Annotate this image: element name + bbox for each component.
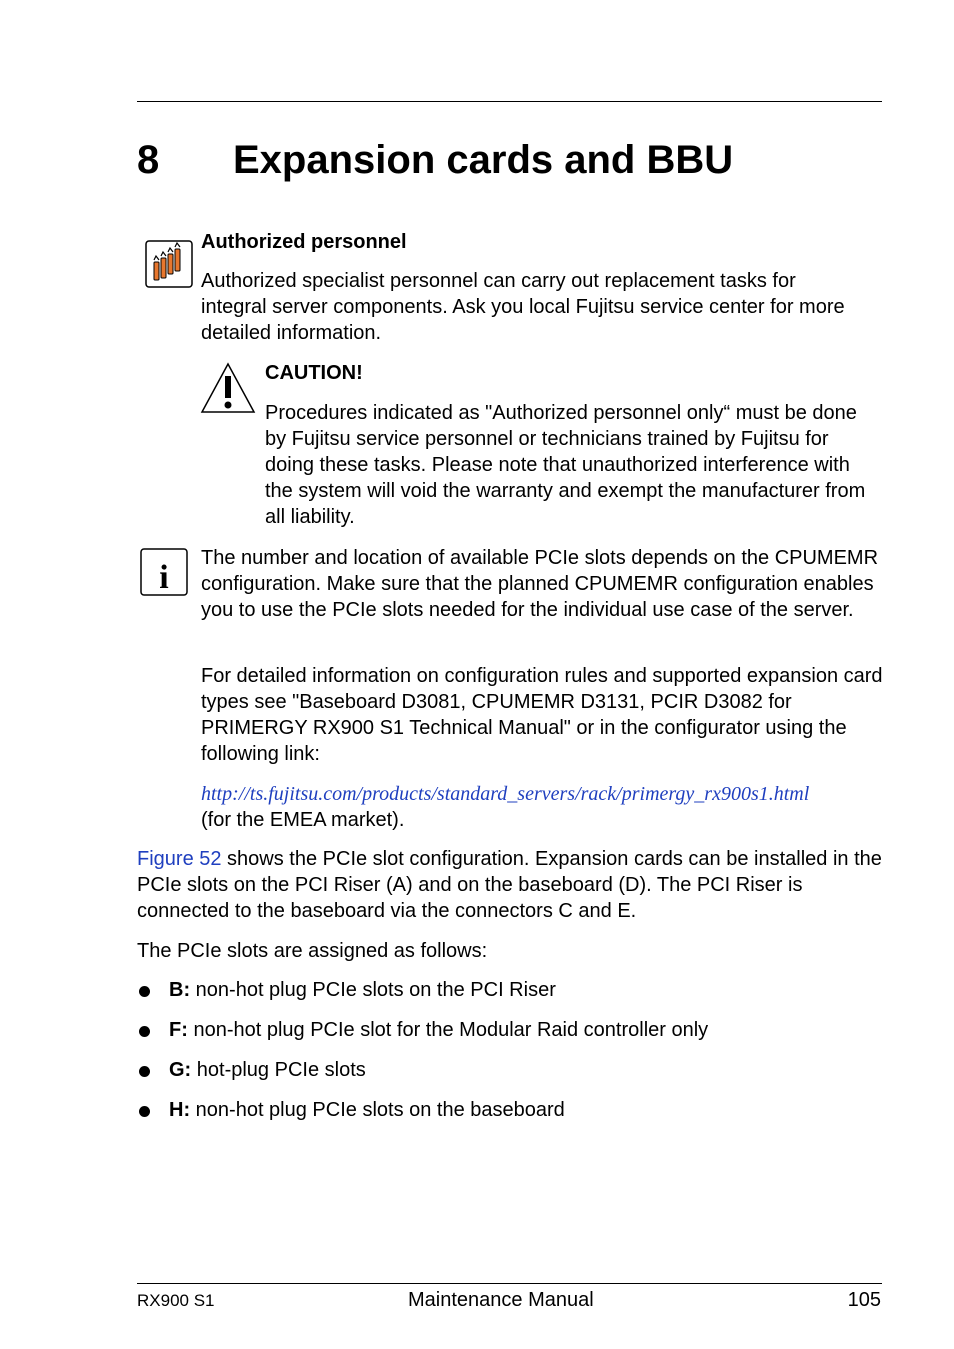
slot-list — [137, 977, 708, 1137]
caution-heading: CAUTION! — [265, 362, 363, 384]
footer-rule — [137, 1283, 882, 1284]
bullet-icon — [139, 1106, 150, 1117]
slot-text: non-hot plug PCIe slots on the baseboard — [190, 1099, 565, 1121]
info-text-1: The number and location of available PCIe slots depends on the CPUMEMR configuration. Make sure that the planned CPUMEMR configuration enables you to use the PCIe slots needed for the individual use case of the server. — [201, 547, 879, 621]
list-item — [137, 1017, 708, 1057]
assign-intro: The PCIe slots are assigned as follows: — [137, 940, 488, 962]
page-number: 105 — [847, 1289, 881, 1311]
info-text-2: For detailed information on configuration rules and supported expansion card types see "Baseboard D3081, CPUMEMR D3131, PCIR D3082 for PRIMERGY RX900 S1 Technical Manual" or in the configurator using the following link: — [201, 665, 883, 765]
figure-52-link[interactable]: Figure 52 — [137, 848, 222, 870]
bullet-icon — [139, 1066, 150, 1077]
chapter-title — [137, 134, 733, 186]
list-item — [137, 977, 708, 1017]
caution-text: Procedures indicated as "Authorized personnel only“ must be done by Fujitsu service personnel or technicians trained by Fujitsu for doing these tasks. Please note that unauthorized interference with the system will void the warranty and exempt the manufacturer from all liability. — [265, 402, 866, 528]
chapter-number: 8 — [137, 138, 160, 182]
header-rule — [137, 101, 882, 102]
svg-text:i: i — [159, 559, 169, 596]
slot-key: B: — [169, 979, 191, 1001]
warning-triangle-icon — [200, 362, 256, 419]
list-item — [137, 1097, 708, 1137]
slot-text: non-hot plug PCIe slot for the Modular Raid controller only — [187, 1019, 709, 1041]
url-market-note: (for the EMEA market). — [201, 809, 405, 831]
figure-paragraph-text: shows the PCIe slot configuration. Expansion cards can be installed in the PCIe slots on the PCI Riser (A) and on the baseboard (D). The PCI Riser is connected to the baseboard via the connectors C and E. — [137, 848, 882, 922]
figure-paragraph — [137, 846, 887, 924]
footer-product: RX900 S1 — [137, 1291, 215, 1310]
authorized-heading: Authorized personnel — [201, 231, 407, 253]
bullet-icon — [139, 1026, 150, 1037]
slot-text: hot-plug PCIe slots — [191, 1059, 366, 1081]
footer-manual-title: Maintenance Manual — [408, 1289, 594, 1311]
slot-key: H: — [169, 1099, 191, 1121]
info-icon — [140, 548, 188, 601]
slot-key: G: — [169, 1059, 192, 1081]
slot-text: non-hot plug PCIe slots on the PCI Riser — [190, 979, 556, 1001]
list-item — [137, 1057, 708, 1097]
slot-key: F: — [169, 1019, 188, 1041]
product-url-link[interactable]: http://ts.fujitsu.com/products/standard_servers/rack/primergy_rx900s1.html — [201, 783, 810, 805]
authorized-personnel-tools-icon — [145, 240, 193, 293]
authorized-text: Authorized specialist personnel can carry out replacement tasks for integral server components. Ask you local Fujitsu service center for more detailed information. — [201, 270, 845, 344]
bullet-icon — [139, 986, 150, 997]
chapter-title-text: Expansion cards and BBU — [233, 138, 734, 182]
